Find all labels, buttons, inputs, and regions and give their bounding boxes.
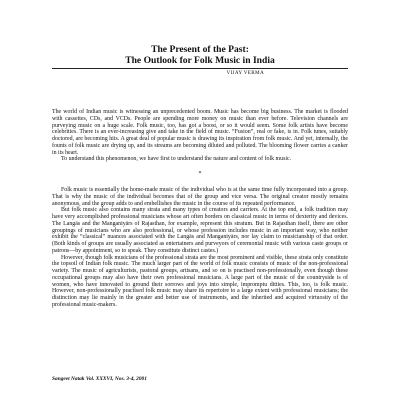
journal-footer: Sangeet Natak Vol. XXXVI, Nos. 3-4, 2001 [52, 376, 147, 382]
body-paragraph-1: Folk music is essentially the home-made music of the individual who is at the same time fully incorporated into a group. That is why the music of the individual becomes that of the group and vice versa. The original creator mostly remains anonymous, and the group adds to and embellishes the music in the course of its repeated performance. [52, 187, 348, 207]
author-name: VIJAY VERMA [226, 70, 264, 76]
body-paragraph-3: However, though folk musicians of the professional strata are the most prominent and visible, these strata only constitute the topsoil of Indian folk music. The much larger part of the world of folk music consists of music of the non-professional variety. The music of agriculturists, pastoral groups, artisans, and so on is practised non-professionally, even though these occupational groups may also have their own professional musicians. A large part of the music of the countryside is of women, who have innovated to ground their sorrows and joys into simple, impromptu ditties. This, too, is folk music. However, non-professionally practised folk music may share its repertoire to a large extent with professional musicians; the distinction may lie mainly in the greater and better use of instruments, and the inherited and acquired virtuosity of the professional music-makers. [52, 254, 348, 308]
intro-paragraph-1: The world of Indian music is witnessing an unprecedented boom. Music has become big business. The market is flooded with cassettes, CDs, and VCDs. People are spending more money on music than ever before. Television channels are purveying music on a huge scale. Folk music, too, has got a boost, or so it would seem. Some folk artists have become celebrities. There is an ever-increasing give and take in the field of music. “Fusion”, real or fake, is in. Folk tunes, suitably doctored, are becoming hits. A great deal of popular music is drawing its inspiration from folk music. And yet, internally, the founts of folk music are drying up, and its streams are becoming diluted and polluted. The blooming flower carries a canker in its heart. [52, 109, 348, 156]
section-separator: * [198, 171, 202, 177]
body-paragraph-2: But folk music also contains many strata and many types of creators and carriers. At the top end, a folk tradition may have very accomplished professional musicians whose art often borders on classical music in terms of dexterity and devices. The Langās and the Manganiyārs of Rajasthan, for example, represent this stratum. But in Rajasthan itself, there are other groupings of musicians who are also professional, or whose profession includes music in an important way, who neither exhibit the “classical” nuances associated with the Langās and Manganiyārs, nor lay claim to musicianship of that order. (Both kinds of groups are usually associated as entertainers and purveyors of ceremonial music with various caste groups or patrons—by appointment, so to speak. They constitute distinct castes.) [52, 207, 348, 254]
title-line-2: The Outlook for Folk Music in India [125, 55, 275, 66]
title-rule [52, 68, 348, 69]
intro-paragraph-2: To understand this phenomenon, we have first to understand the nature and content of folk music. [61, 156, 292, 163]
article-title [52, 44, 348, 66]
title-line-1: The Present of the Past: [151, 44, 249, 55]
